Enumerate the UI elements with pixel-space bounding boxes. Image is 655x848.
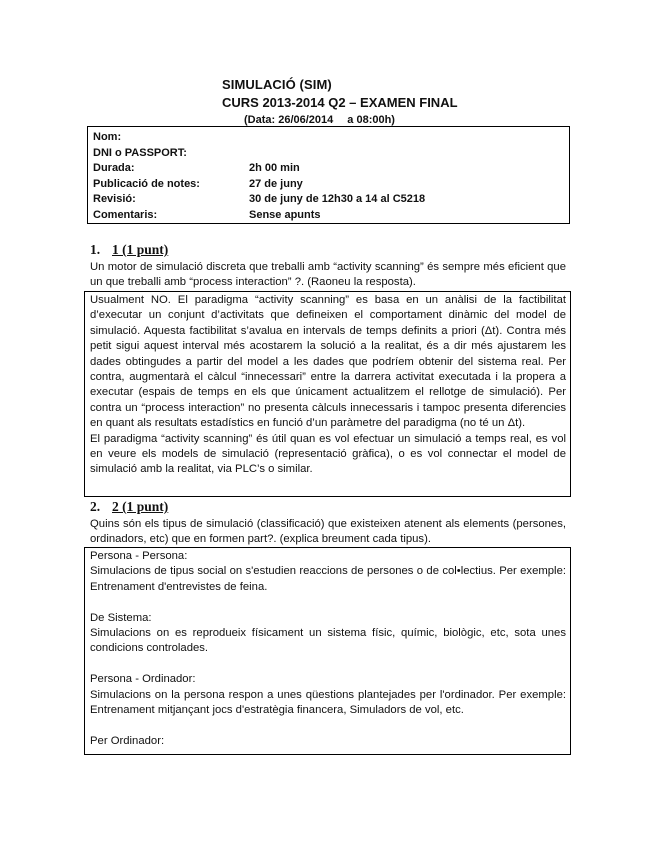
exam-course: CURS 2013-2014 Q2 – EXAMEN FINAL bbox=[222, 95, 458, 110]
exam-title: SIMULACIÓ (SIM) bbox=[222, 77, 332, 92]
question-1-heading: 1. 1 (1 punt) bbox=[90, 242, 169, 257]
answer-2-box bbox=[84, 547, 571, 755]
exam-date: (Data: 26/06/2014 bbox=[244, 114, 334, 126]
info-row-name: Nom: bbox=[93, 131, 122, 143]
question-2-heading: 2. 2 (1 punt) bbox=[90, 499, 169, 514]
answer-1-box bbox=[84, 291, 571, 497]
info-row-grades-date: Publicació de notes: 27 de juny bbox=[93, 177, 303, 190]
question-1-text: Un motor de simulació discreta que treballi amb “activity scanning” és sempre més eficient que un que treballi amb “process interaction” ?. (Raoneu la resposta). bbox=[90, 261, 566, 289]
exam-time: a 08:00h) bbox=[347, 114, 395, 126]
question-2-text: Quins són els tipus de simulació (classificació) que existeixen atenent als elements (persones, ordinadors, etc) que en formen part?. (explica breument cada tipus). bbox=[90, 518, 566, 546]
answer-2-type-heading: Per Ordinador: bbox=[90, 734, 165, 747]
info-row-review: Revisió: 30 de juny de 12h30 a 14 al C5218 bbox=[93, 193, 426, 206]
answer-2-type-heading: De Sistema: bbox=[90, 611, 152, 624]
answer-2-type-heading: Persona - Persona: bbox=[90, 550, 188, 562]
info-row-comments: Comentaris: Sense apunts bbox=[93, 208, 321, 221]
exam-date-line bbox=[244, 114, 395, 126]
info-row-duration: Durada: 2h 00 min bbox=[93, 162, 300, 175]
answer-2-spacer bbox=[90, 595, 566, 610]
answer-1-paragraph-2: El paradigma “activity scanning” és útil quan es vol efectuar un simulació a temps real, es vol en veure els models de simulació (representació gràfica), o es vol connectar el model de simulació amb la realitat, via PLC’s o similar. bbox=[90, 432, 566, 476]
answer-2-spacer bbox=[90, 657, 566, 672]
answer-2-type-text: Simulacions on es reprodueix físicament un sistema físic, químic, biològic, etc, sota unes condicions controlades. bbox=[90, 627, 566, 655]
answer-2-type-text: Simulacions de tipus social on s'estudien reaccions de persones o de col•lectius. Per exemple: Entrenament d'entrevistes de feina. bbox=[90, 565, 566, 593]
answer-1-paragraph-1: Usualment NO. El paradigma “activity scanning” es basa en un anàlisi de la factibilitat d’executar un conjunt d’activitats que defineixen el comportament dinàmic del model de simulació. Aquesta factibilitat s’avalua en intervals de temps definits a priori (Δt). Contra més petit sigui aquest interval més acostarem la solució a la realitat, és a dir més ajustarem les dades obtingudes a partir del model a les dades que podríem obtenir del sistema real. Per contra, augmentarà el càlcul “innecessari” entre la darrera activitat executada i la propera a executar (espais de temps en els que únicament actualitzem el rellotge de simulació). Per contra un “process interaction” no presenta càlculs innecessaris i tampoc presenta diferencies en quant als resultats estadístics en funció d’un paràmetre del paradigma (no té un Δt). bbox=[90, 294, 566, 430]
answer-2-type-heading: Persona - Ordinador: bbox=[90, 673, 196, 686]
info-row-id: DNI o PASSPORT: bbox=[93, 146, 187, 159]
answer-2-spacer bbox=[90, 718, 566, 733]
answer-2-type-text: Simulacions on la persona respon a unes qüestions plantejades per l'ordinador. Per exemple: Entrenament mitjançant jocs d'estratègia financera, Simuladors de vol, etc. bbox=[90, 688, 566, 717]
student-info-box bbox=[87, 126, 570, 224]
